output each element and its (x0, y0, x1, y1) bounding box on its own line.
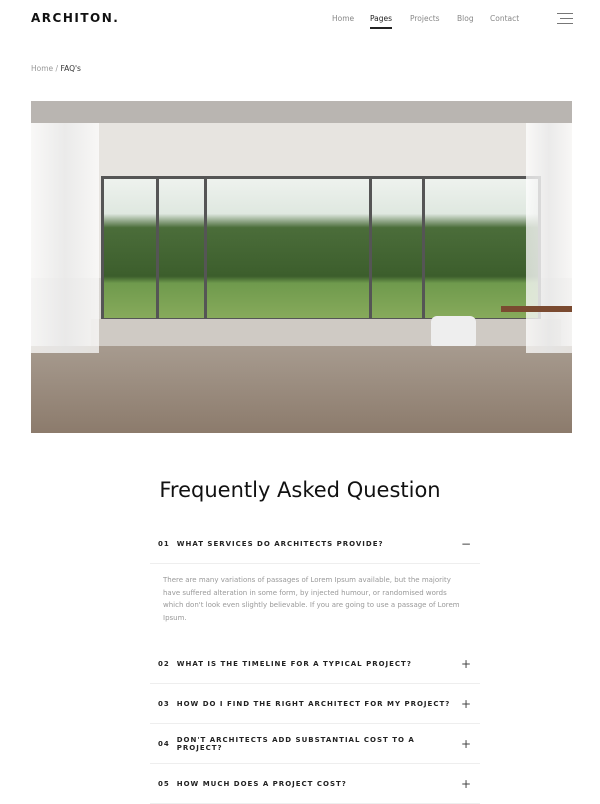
faq-question-text: WHAT SERVICES DO ARCHITECTS PROVIDE? (176, 539, 384, 548)
hero-image (31, 101, 572, 433)
nav-projects[interactable]: Projects (410, 14, 440, 23)
breadcrumb-home[interactable]: Home (31, 64, 54, 73)
breadcrumb (31, 64, 81, 73)
page-title: Frequently Asked Question (159, 478, 441, 502)
hamburger-menu-icon[interactable] (557, 13, 573, 28)
nav-home[interactable]: Home (332, 14, 355, 23)
plus-icon[interactable]: + (460, 656, 472, 671)
faq-list (150, 524, 480, 804)
faq-question-text: HOW DO I FIND THE RIGHT ARCHITECT FOR MY PROJECT? (176, 699, 451, 708)
breadcrumb-separator: / (55, 64, 59, 73)
nav-contact[interactable]: Contact (490, 14, 520, 23)
plus-icon[interactable]: + (460, 696, 472, 711)
faq-number: 04 (158, 739, 170, 748)
breadcrumb-current: FAQ's (60, 64, 81, 73)
faq-number: 03 (158, 699, 170, 708)
faq-number: 01 (158, 539, 170, 548)
faq-question-text: WHAT IS THE TIMELINE FOR A TYPICAL PROJECT? (176, 659, 412, 668)
faq-question[interactable] (150, 644, 480, 684)
faq-question[interactable] (150, 724, 480, 764)
plus-icon[interactable]: + (460, 736, 472, 751)
nav-pages[interactable]: Pages (370, 14, 393, 23)
faq-question[interactable] (150, 684, 480, 724)
faq-number: 05 (158, 779, 170, 788)
faq-answer: There are many variations of passages of Lorem Ipsum available, but the majority have suffered alteration in some form, by injected humour, or randomised words which don't look even slightly believable. If you are going to use a passage of Lorem Ipsum. (163, 576, 460, 623)
faq-question[interactable] (150, 764, 480, 804)
logo[interactable]: ARCHITON. (31, 11, 120, 25)
nav-blog[interactable]: Blog (457, 14, 474, 23)
faq-question-text: DON'T ARCHITECTS ADD SUBSTANTIAL COST TO A PROJECT? (176, 735, 415, 752)
faq-number: 02 (158, 659, 170, 668)
minus-icon[interactable]: − (460, 536, 472, 551)
faq-question[interactable] (150, 524, 480, 564)
plus-icon[interactable]: + (460, 776, 472, 791)
faq-question-text: HOW MUCH DOES A PROJECT COST? (176, 779, 347, 788)
